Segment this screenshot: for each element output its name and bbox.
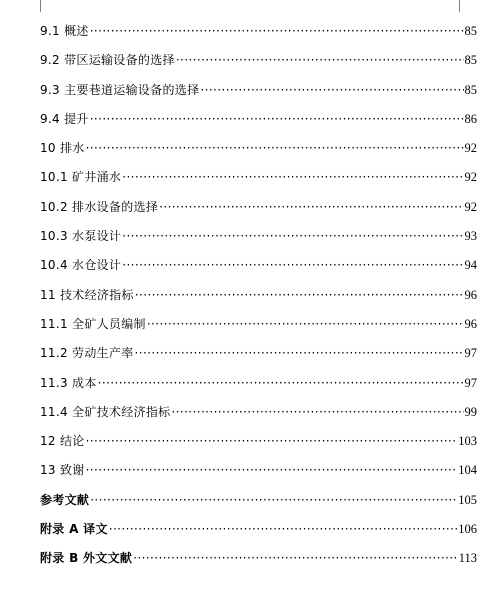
- toc-dot-leader: [90, 105, 464, 134]
- toc-entry[interactable]: [40, 369, 477, 398]
- toc-entry[interactable]: [40, 251, 477, 280]
- toc-entry[interactable]: [40, 134, 477, 163]
- toc-entry-page-number: 113: [458, 551, 477, 566]
- toc-dot-leader: [122, 222, 463, 251]
- toc-entry-page-number: 85: [464, 82, 477, 97]
- toc-dot-leader: [90, 17, 464, 46]
- toc-dot-leader: [122, 251, 463, 280]
- toc-entry-page-number: 86: [464, 111, 477, 126]
- toc-dot-leader: [200, 76, 463, 105]
- toc-entry-page-number: 93: [464, 229, 477, 244]
- toc-entry[interactable]: [40, 339, 477, 368]
- toc-entry-title: 10.3 水泵设计: [40, 229, 122, 244]
- toc-entry-title: 10.2 排水设备的选择: [40, 199, 159, 214]
- toc-dot-leader: [133, 544, 458, 573]
- toc-dot-leader: [90, 486, 457, 515]
- toc-entry-title: 11.4 全矿技术经济指标: [40, 404, 171, 419]
- toc-entry[interactable]: [40, 398, 477, 427]
- toc-entry[interactable]: [40, 193, 477, 222]
- toc-dot-leader: [147, 310, 464, 339]
- toc-entry-title: 9.2 带区运输设备的选择: [40, 53, 175, 68]
- toc-entry-page-number: 92: [464, 170, 477, 185]
- toc-entry-page-number: 97: [464, 375, 477, 390]
- toc-entry-page-number: 96: [464, 316, 477, 331]
- toc-entry-title: 参考文献: [40, 492, 90, 507]
- toc-entry[interactable]: [40, 17, 477, 46]
- toc-entry-title: 11.3 成本: [40, 375, 97, 390]
- toc-entry-title: 9.3 主要巷道运输设备的选择: [40, 82, 200, 97]
- toc-dot-leader: [86, 456, 458, 485]
- toc-dot-leader: [176, 46, 464, 75]
- toc-entry-page-number: 96: [464, 287, 477, 302]
- toc-entry[interactable]: [40, 544, 477, 573]
- toc-dot-leader: [86, 134, 464, 163]
- toc-entry[interactable]: [40, 76, 477, 105]
- toc-entry[interactable]: [40, 163, 477, 192]
- toc-entry[interactable]: [40, 515, 477, 544]
- toc-dot-leader: [109, 515, 458, 544]
- toc-entry-title: 附录 A 译文: [40, 522, 108, 537]
- toc-entry-title: 11 技术经济指标: [40, 287, 134, 302]
- toc-entry-page-number: 92: [464, 141, 477, 156]
- toc-entry-title: 12 结论: [40, 434, 85, 449]
- toc-entry-page-number: 104: [458, 463, 477, 478]
- toc-entry-title: 附录 B 外文文献: [40, 551, 133, 566]
- toc-entry-page-number: 85: [464, 24, 477, 38]
- toc-dot-leader: [171, 398, 463, 427]
- toc-dot-leader: [86, 427, 458, 456]
- table-of-contents: [40, 17, 477, 574]
- toc-entry-title: 10.1 矿井涌水: [40, 170, 122, 185]
- toc-dot-leader: [98, 369, 464, 398]
- toc-entry-page-number: 106: [458, 522, 477, 537]
- toc-entry-title: 13 致谢: [40, 463, 85, 478]
- toc-entry[interactable]: [40, 456, 477, 485]
- toc-entry[interactable]: [40, 281, 477, 310]
- toc-entry-title: 9.1 概述: [40, 24, 89, 38]
- toc-entry-title: 11.1 全矿人员编制: [40, 316, 146, 331]
- toc-entry[interactable]: [40, 427, 477, 456]
- toc-entry-title: 9.4 提升: [40, 111, 89, 126]
- toc-entry[interactable]: [40, 486, 477, 515]
- toc-dot-leader: [122, 163, 463, 192]
- toc-entry-title: 11.2 劳动生产率: [40, 346, 134, 361]
- toc-entry-title: 10 排水: [40, 141, 85, 156]
- toc-entry[interactable]: [40, 105, 477, 134]
- crop-mark-left: [40, 0, 41, 12]
- toc-dot-leader: [159, 193, 463, 222]
- toc-entry-page-number: 103: [458, 434, 477, 449]
- toc-entry-page-number: 97: [464, 346, 477, 361]
- toc-dot-leader: [135, 339, 464, 368]
- toc-entry[interactable]: [40, 222, 477, 251]
- toc-entry[interactable]: [40, 46, 477, 75]
- toc-entry-page-number: 105: [458, 492, 477, 507]
- toc-entry-page-number: 99: [464, 404, 477, 419]
- toc-entry-title: 10.4 水仓设计: [40, 258, 122, 273]
- crop-mark-right: [459, 0, 460, 12]
- toc-entry-page-number: 94: [464, 258, 477, 273]
- toc-entry-page-number: 92: [464, 199, 477, 214]
- toc-entry[interactable]: [40, 310, 477, 339]
- toc-dot-leader: [135, 281, 464, 310]
- toc-entry-page-number: 85: [464, 53, 477, 68]
